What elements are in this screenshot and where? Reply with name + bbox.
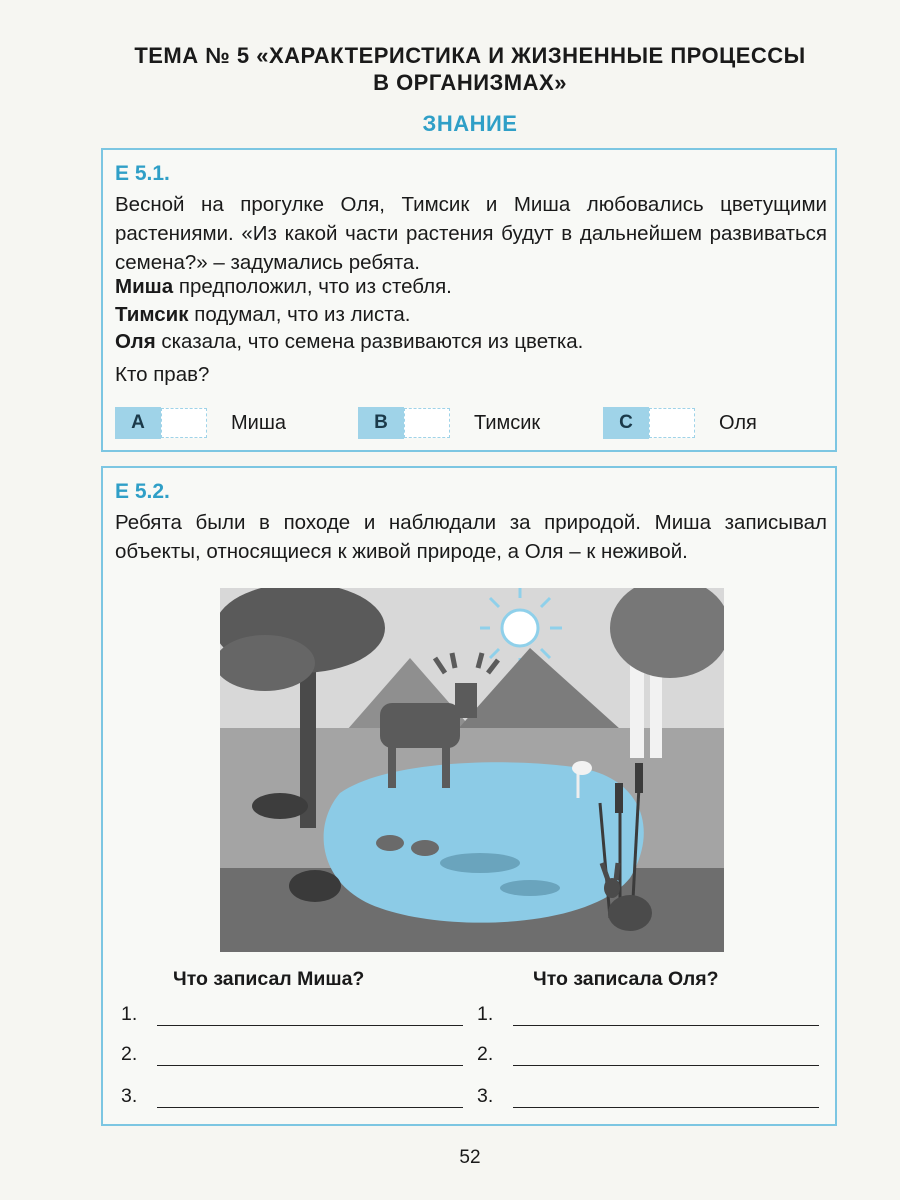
left-column-title: Что записал Миша?: [173, 968, 365, 990]
option-a-label: Миша: [231, 411, 286, 434]
task-box-2: [101, 466, 837, 1126]
title-line-2: В ОРГАНИЗМАХ»: [373, 70, 567, 95]
answer-rule[interactable]: [157, 1025, 463, 1026]
statement-3-text: сказала, что семена развиваются из цветка.: [161, 330, 584, 353]
task-1-question: Кто прав?: [115, 363, 210, 386]
option-a[interactable]: [115, 406, 286, 440]
statement-2-text: подумал, что из листа.: [194, 303, 411, 326]
option-a-checkbox[interactable]: [161, 408, 207, 438]
option-b-letter: B: [358, 407, 404, 439]
statement-1-name: Миша: [115, 275, 174, 298]
line-number: 2.: [121, 1043, 138, 1065]
section-label: ЗНАНИЕ: [422, 111, 518, 136]
option-a-letter: A: [115, 407, 161, 439]
answer-options: [115, 406, 827, 440]
answer-rule[interactable]: [157, 1065, 463, 1066]
line-number: 1.: [477, 1003, 494, 1025]
task-1-intro: Весной на прогулке Оля, Тимсик и Миша любовались цветущими растениями. «Из какой части растения будут в дальнейшем развиваться семена?» – задумались ребята.: [115, 193, 827, 274]
line-number: 1.: [121, 1003, 138, 1025]
answer-rule[interactable]: [513, 1025, 819, 1026]
option-c[interactable]: [603, 406, 757, 440]
option-c-letter: C: [603, 407, 649, 439]
statement-1: [115, 272, 827, 301]
line-number: 3.: [477, 1085, 494, 1107]
statement-3-name: Оля: [115, 330, 156, 353]
page-number: 52: [459, 1147, 481, 1168]
statement-1-text: предположил, что из стебля.: [178, 275, 452, 298]
statement-3: [115, 327, 827, 356]
answer-rule[interactable]: [513, 1107, 819, 1108]
statement-2: [115, 300, 827, 329]
option-c-label: Оля: [719, 411, 757, 434]
task-2-intro: Ребята были в походе и наблюдали за природой. Миша записывал объекты, относящиеся к живой природе, а Оля – к неживой.: [115, 511, 827, 563]
option-c-checkbox[interactable]: [649, 408, 695, 438]
option-b-checkbox[interactable]: [404, 408, 450, 438]
title-line-1: ТЕМА № 5 «ХАРАКТЕРИСТИКА И ЖИЗНЕННЫЕ ПРОЦЕССЫ: [134, 43, 806, 68]
task-1-id: Е 5.1.: [115, 162, 170, 185]
right-column-title: Что записала Оля?: [533, 968, 719, 990]
option-b-label: Тимсик: [474, 411, 541, 434]
line-number: 2.: [477, 1043, 494, 1065]
answer-rule[interactable]: [513, 1065, 819, 1066]
statement-2-name: Тимсик: [115, 303, 189, 326]
page-title: [0, 42, 900, 96]
answer-rule[interactable]: [157, 1107, 463, 1108]
nature-illustration: [220, 588, 724, 952]
option-b[interactable]: [358, 406, 540, 440]
line-number: 3.: [121, 1085, 138, 1107]
task-2-id: Е 5.2.: [115, 480, 170, 503]
nature-scene-image: [220, 588, 724, 952]
task-box-1: [101, 148, 837, 452]
